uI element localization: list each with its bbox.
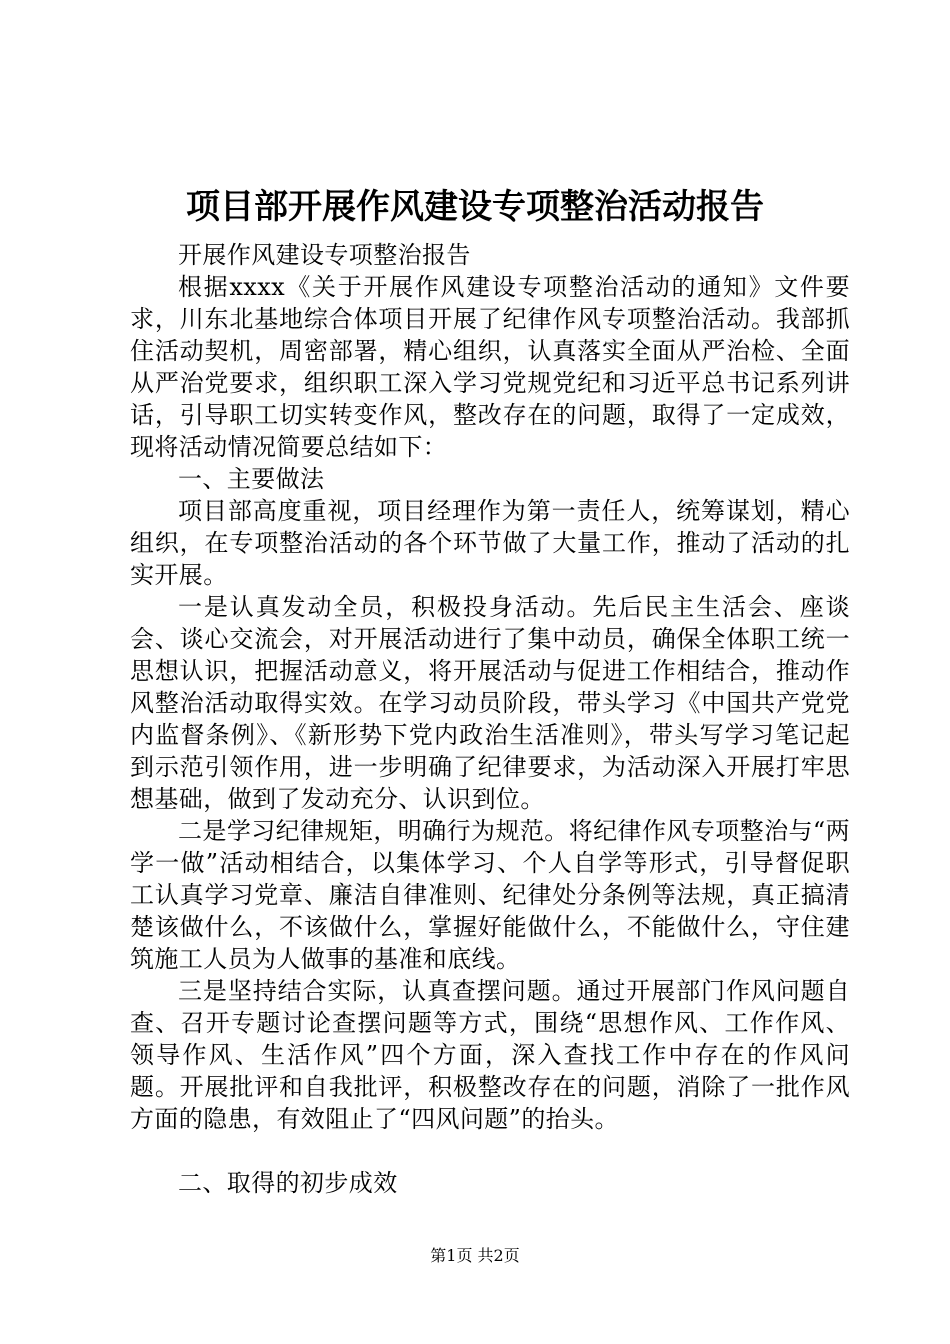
paragraph-point-1: 一是认真发动全员，积极投身活动。先后民主生活会、座谈会、谈心交流会，对开展活动进行了集中动员，确保全体职工统一思想认识，把握活动意义，将开展活动与促进工作相结合，推动作风整治活动取得实效。在学习动员阶段，带头学习《中国共产党党内监督条例》、《新形势下党内政治生活准则》，带头写学习笔记起到示范引领作用，进一步明确了纪律要求，为活动深入开展打牢思想基础，做到了发动充分、认识到位。	[130, 593, 850, 813]
section-heading-1: 一、主要做法	[178, 465, 325, 493]
paragraph-subtitle: 开展作风建设专项整治报告	[178, 241, 471, 269]
paragraph-overview: 项目部高度重视，项目经理作为第一责任人，统筹谋划，精心组织，在专项整治活动的各个环节做了大量工作，推动了活动的扎实开展。	[130, 497, 850, 589]
document-body	[130, 239, 850, 1199]
paragraph-point-2: 二是学习纪律规矩，明确行为规范。将纪律作风专项整治与“两学一做”活动相结合，以集体学习、个人自学等形式，引导督促职工认真学习党章、廉洁自律准则、纪律处分条例等法规，真正搞清楚该做什么，不该做什么，掌握好能做什么，不能做什么，守住建筑施工人员为人做事的基准和底线。	[130, 817, 850, 973]
paragraph-point-3: 三是坚持结合实际，认真查摆问题。通过开展部门作风问题自查、召开专题讨论查摆问题等方式，围绕“思想作风、工作作风、领导作风、生活作风”四个方面，深入查找工作中存在的作风问题。开展批评和自我批评，积极整改存在的问题，消除了一批作风方面的隐患，有效阻止了“四风问题”的抬头。	[130, 977, 850, 1133]
page-footer: 第1页 共2页	[430, 1246, 520, 1265]
section-heading-2: 二、取得的初步成效	[178, 1169, 398, 1197]
paragraph-intro: 根据xxxx《关于开展作风建设专项整治活动的通知》文件要求，川东北基地综合体项目开展了纪律作风专项整治活动。我部抓住活动契机，周密部署，精心组织，认真落实全面从严治检、全面从严治党要求，组织职工深入学习党规党纪和习近平总书记系列讲话，引导职工切实转变作风，整改存在的问题，取得了一定成效，现将活动情况简要总结如下：	[130, 273, 850, 461]
document-title: 项目部开展作风建设专项整治活动报告	[186, 187, 764, 227]
